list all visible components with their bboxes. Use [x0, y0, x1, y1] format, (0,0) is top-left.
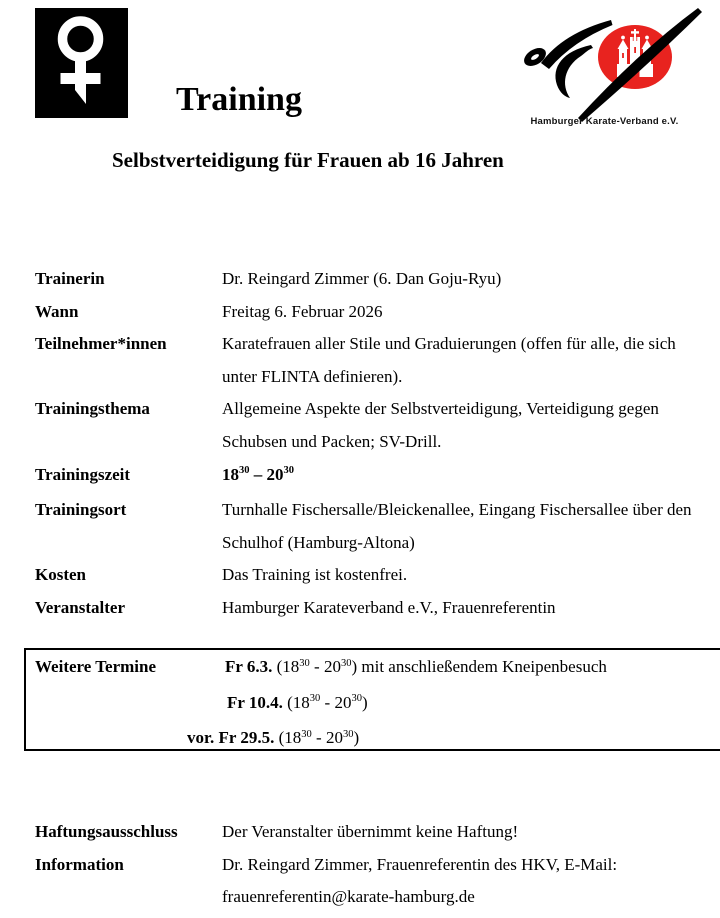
- detail-label: Haftungsausschluss: [35, 822, 178, 841]
- termin-row: Fr 10.4. $(18^{30} - 20^{30})$: [227, 692, 368, 712]
- detail-value-information: Dr. Reingard Zimmer, Frauenreferentin des HKV, E-Mail: frauenreferentin@karate-hamburg.de: [222, 854, 618, 907]
- detail-row-trainingsort: [0, 494, 720, 559]
- termin-row: [26, 651, 720, 687]
- detail-label: Wann: [35, 301, 79, 321]
- detail-value: Turnhalle Fischersalle/Bleickenallee, Eingang Fischersallee über den Schulhof (Hamburg-Altona): [222, 500, 692, 552]
- detail-row-veranstalter: [0, 592, 720, 625]
- female-symbol-tile: [35, 8, 128, 118]
- weitere-termine-box: [24, 648, 720, 751]
- logo-caption: Hamburger Karate-Verband e.V.: [530, 116, 679, 127]
- karate-figure-icon: [505, 5, 705, 125]
- detail-label: Trainerin: [35, 269, 105, 288]
- detail-value: Das Training ist kostenfrei.: [222, 565, 408, 585]
- page-subtitle: Selbstverteidigung für Frauen ab 16 Jahren: [112, 148, 504, 172]
- detail-row-kosten: [0, 559, 720, 592]
- detail-label: Veranstalter: [35, 597, 126, 617]
- termin-row: vor. Fr 29.5. $(18^{30} - 20^{30})$: [187, 728, 360, 748]
- detail-value: Dr. Reingard Zimmer (6. Dan Goju-Ryu): [222, 269, 502, 288]
- page-title: Training: [176, 81, 302, 118]
- detail-row-trainerin: [0, 263, 720, 296]
- detail-label: Teilnehmer*innen: [35, 334, 167, 354]
- detail-value: Der Veranstalter übernimmt keine Haftung!: [222, 822, 519, 841]
- footer-row-information: [0, 849, 720, 914]
- detail-value: Hamburger Karateverband e.V., Frauenreferentin: [222, 597, 556, 617]
- karate-verband-logo: [505, 5, 705, 125]
- detail-row-trainingszeit: [0, 459, 720, 495]
- footer-table: [0, 816, 720, 914]
- detail-value: Allgemeine Aspekte der Selbstverteidigung, Verteidigung gegen Schubsen und Packen; SV-Drill.: [222, 399, 659, 451]
- footer-row-haftung: [0, 816, 720, 849]
- detail-row-wann: [0, 296, 720, 329]
- termin-value: Fr 6.3. $(18^{30} - 20^{30})$ mit anschließendem Kneipenbesuch: [225, 657, 607, 676]
- detail-value-trainingszeit: $18^{30} - 20^{30}$: [222, 464, 294, 484]
- detail-label: Information: [35, 854, 124, 874]
- detail-row-trainingsthema: [0, 393, 720, 458]
- detail-label: Trainingsort: [35, 500, 127, 520]
- detail-label: Kosten: [35, 565, 86, 585]
- detail-row-teilnehmer: [0, 328, 720, 393]
- details-table: [0, 263, 720, 625]
- female-symbol-icon: [35, 8, 128, 118]
- detail-label: Trainingszeit: [35, 464, 131, 484]
- termine-label: Weitere Termine: [35, 657, 157, 676]
- detail-value: Karatefrauen aller Stile und Graduierungen (offen für alle, die sich unter FLINTA definieren).: [222, 334, 676, 386]
- detail-value: Freitag 6. Februar 2026: [222, 301, 383, 321]
- detail-label: Trainingsthema: [35, 399, 150, 419]
